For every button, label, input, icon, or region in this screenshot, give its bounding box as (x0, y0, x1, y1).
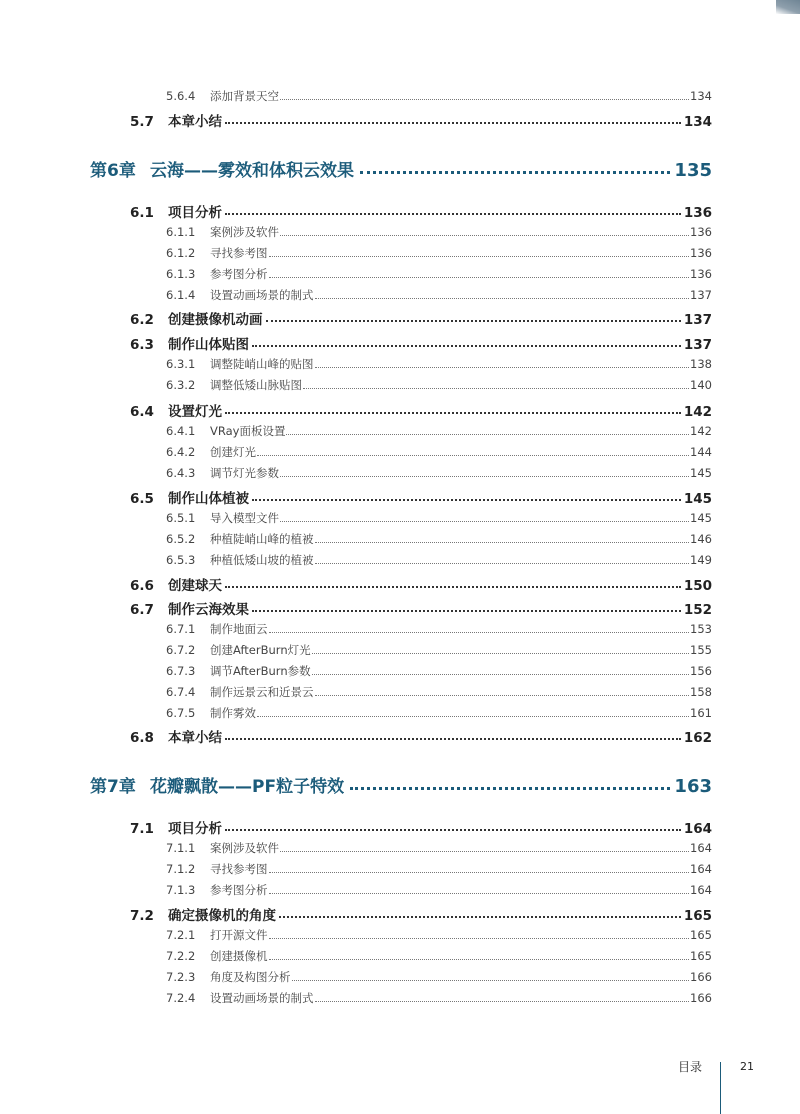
toc-entry-title: 导入模型文件 (210, 511, 279, 525)
toc-entry-number: 6.3 (130, 337, 154, 353)
toc-entry-number: 6.5 (130, 491, 154, 507)
toc-entry-page: 165 (683, 908, 712, 924)
dot-leader (315, 695, 690, 696)
toc-entry-number: 6.2 (130, 312, 154, 328)
dot-leader (315, 542, 690, 543)
dot-leader (225, 586, 681, 588)
toc-entry-number: 6.7 (130, 602, 154, 618)
dot-leader (252, 345, 681, 347)
toc-entry-title: 创建摄像机动画 (168, 312, 263, 328)
toc-entry-title: 参考图分析 (210, 267, 268, 281)
footer-section-label: 目录 (678, 1060, 703, 1074)
dot-leader (292, 980, 690, 981)
toc-entry-title: 案例涉及软件 (210, 841, 279, 855)
toc-entry-number: 6.1.2 (166, 246, 196, 260)
toc-entry-number: 6.3.1 (166, 357, 196, 371)
toc-entry-page: 165 (690, 928, 712, 942)
toc-subsection-row[interactable] (166, 663, 712, 679)
toc-entry-page: 138 (690, 357, 712, 371)
toc-entry-title: 花瓣飘散——PF粒子特效 (150, 777, 345, 797)
toc-entry-page: 136 (690, 246, 712, 260)
toc-section-row[interactable] (130, 574, 712, 594)
toc-entry-page: 134 (690, 89, 712, 103)
toc-entry-title: 确定摄像机的角度 (168, 908, 276, 924)
dot-leader (350, 787, 670, 790)
dot-leader (269, 938, 690, 939)
toc-subsection-row[interactable] (166, 224, 712, 240)
toc-entry-page: 164 (690, 841, 712, 855)
toc-section-row[interactable] (130, 817, 712, 837)
toc-section-row[interactable] (130, 110, 712, 130)
toc-entry-page: 146 (690, 532, 712, 546)
toc-subsection-row[interactable] (166, 88, 712, 104)
toc-entry-number: 6.1.4 (166, 288, 196, 302)
toc-entry-title: 种植低矮山坡的植被 (210, 553, 314, 567)
toc-entry-title: VRay面板设置 (210, 424, 286, 438)
toc-entry-number: 6.3.2 (166, 378, 196, 392)
toc-entry-number: 6.7.1 (166, 622, 196, 636)
toc-entry-number: 6.4.3 (166, 466, 196, 480)
dot-leader (252, 499, 681, 501)
toc-entry-page: 149 (690, 553, 712, 567)
footer-page-number: 21 (740, 1060, 754, 1073)
dot-leader (315, 1001, 690, 1002)
toc-subsection-row[interactable] (166, 684, 712, 700)
toc-entry-number: 7.1 (130, 821, 154, 837)
toc-entry-page: 158 (690, 685, 712, 699)
toc-entry-number: 5.6.4 (166, 89, 196, 103)
toc-subsection-row[interactable] (166, 705, 712, 721)
dot-leader (269, 277, 690, 278)
toc-subsection-row[interactable] (166, 245, 712, 261)
dot-leader (279, 916, 681, 918)
toc-entry-number: 7.1.3 (166, 883, 196, 897)
dot-leader (280, 99, 689, 100)
toc-subsection-row[interactable] (166, 552, 712, 568)
dot-leader (252, 610, 681, 612)
toc-subsection-row[interactable] (166, 356, 712, 372)
toc-entry-page: 135 (674, 160, 712, 181)
dot-leader (303, 388, 689, 389)
toc-entry-title: 调整低矮山脉贴图 (210, 378, 302, 392)
toc-entry-title: 添加背景天空 (210, 89, 279, 103)
toc-entry-title: 创建摄像机 (210, 949, 268, 963)
toc-entry-page: 150 (683, 578, 712, 594)
dot-leader (269, 893, 690, 894)
toc-subsection-row[interactable] (166, 266, 712, 282)
toc-entry-page: 134 (683, 114, 712, 130)
toc-entry-page: 142 (690, 424, 712, 438)
toc-entry-number: 6.5.1 (166, 511, 196, 525)
toc-entry-page: 136 (690, 267, 712, 281)
toc-entry-page: 164 (690, 883, 712, 897)
toc-entry-page: 161 (690, 706, 712, 720)
toc-subsection-row[interactable] (166, 840, 712, 856)
toc-subsection-row[interactable] (166, 531, 712, 547)
toc-entry-page: 145 (690, 511, 712, 525)
dot-leader (257, 716, 689, 717)
toc-entry-title: 创建灯光 (210, 445, 256, 459)
dot-leader (280, 521, 689, 522)
toc-section-row[interactable] (130, 333, 712, 353)
toc-entry-number: 7.1.2 (166, 862, 196, 876)
toc-entry-number: 6.4.1 (166, 424, 196, 438)
toc-section-row[interactable] (130, 598, 712, 618)
dot-leader (315, 563, 690, 564)
toc-subsection-row[interactable] (166, 423, 712, 439)
toc-entry-page: 140 (690, 378, 712, 392)
dot-leader (269, 256, 690, 257)
toc-entry-number: 6.4 (130, 404, 154, 420)
toc-entry-number: 6.6 (130, 578, 154, 594)
toc-subsection-row[interactable] (166, 510, 712, 526)
toc-entry-title: 案例涉及软件 (210, 225, 279, 239)
toc-subsection-row[interactable] (166, 990, 712, 1006)
toc-entry-title: 创建AfterBurn灯光 (210, 643, 311, 657)
dot-leader (360, 171, 670, 174)
toc-section-row[interactable] (130, 904, 712, 924)
toc-section-row[interactable] (130, 308, 712, 328)
toc-section-row[interactable] (130, 487, 712, 507)
toc-entry-number: 6.1 (130, 205, 154, 221)
toc-entry-number: 7.2.4 (166, 991, 196, 1005)
toc-section-row[interactable] (130, 400, 712, 420)
toc-entry-page: 163 (674, 776, 712, 797)
toc-entry-title: 种植陡峭山峰的植被 (210, 532, 314, 546)
toc-entry-title: 角度及构图分析 (210, 970, 291, 984)
toc-entry-title: 调节灯光参数 (210, 466, 279, 480)
toc-entry-title: 项目分析 (168, 821, 222, 837)
toc-section-row[interactable] (130, 726, 712, 746)
toc-entry-number: 6.4.2 (166, 445, 196, 459)
toc-entry-page: 165 (690, 949, 712, 963)
toc-entry-page: 136 (683, 205, 712, 221)
footer-divider (720, 1062, 721, 1114)
toc-entry-title: 制作远景云和近景云 (210, 685, 314, 699)
toc-entry-number: 第6章 (90, 161, 136, 181)
toc-subsection-row[interactable] (166, 882, 712, 898)
toc-subsection-row[interactable] (166, 861, 712, 877)
toc-entry-title: 寻找参考图 (210, 862, 268, 876)
toc-entry-title: 寻找参考图 (210, 246, 268, 260)
dot-leader (225, 829, 681, 831)
dot-leader (269, 872, 690, 873)
toc-subsection-row[interactable] (166, 377, 712, 393)
toc-entry-page: 145 (683, 491, 712, 507)
dot-leader (225, 412, 681, 414)
toc-entry-page: 137 (690, 288, 712, 302)
toc-entry-number: 6.1.3 (166, 267, 196, 281)
corner-decoration (776, 0, 800, 14)
toc-entry-title: 制作地面云 (210, 622, 268, 636)
toc-entry-title: 制作云海效果 (168, 602, 249, 618)
toc-entry-page: 137 (683, 337, 712, 353)
toc-entry-number: 7.2.1 (166, 928, 196, 942)
toc-entry-title: 项目分析 (168, 205, 222, 221)
toc-entry-number: 7.2 (130, 908, 154, 924)
toc-subsection-row[interactable] (166, 287, 712, 303)
dot-leader (315, 367, 690, 368)
dot-leader (225, 738, 681, 740)
toc-entry-number: 第7章 (90, 777, 136, 797)
dot-leader (312, 674, 689, 675)
toc-entry-number: 6.5.3 (166, 553, 196, 567)
toc-entry-title: 设置动画场景的制式 (210, 991, 314, 1005)
dot-leader (269, 632, 690, 633)
toc-entry-number: 6.8 (130, 730, 154, 746)
toc-entry-title: 打开源文件 (210, 928, 268, 942)
toc-entry-page: 164 (690, 862, 712, 876)
dot-leader (266, 320, 681, 322)
toc-entry-title: 制作山体贴图 (168, 337, 249, 353)
toc-entry-number: 7.2.3 (166, 970, 196, 984)
dot-leader (312, 653, 689, 654)
toc-entry-number: 6.7.3 (166, 664, 196, 678)
dot-leader (257, 455, 689, 456)
toc-entry-number: 6.5.2 (166, 532, 196, 546)
toc-entry-page: 155 (690, 643, 712, 657)
toc-section-row[interactable] (130, 201, 712, 221)
dot-leader (280, 851, 689, 852)
toc-subsection-row[interactable] (166, 444, 712, 460)
toc-entry-number: 7.1.1 (166, 841, 196, 855)
toc-entry-page: 162 (683, 730, 712, 746)
toc-chapter-row[interactable] (90, 772, 712, 797)
toc-subsection-row[interactable] (166, 927, 712, 943)
toc-subsection-row[interactable] (166, 465, 712, 481)
toc-entry-title: 制作雾效 (210, 706, 256, 720)
dot-leader (280, 476, 689, 477)
toc-chapter-row[interactable] (90, 156, 712, 181)
dot-leader (225, 122, 681, 124)
toc-entry-title: 制作山体植被 (168, 491, 249, 507)
toc-entry-number: 6.7.5 (166, 706, 196, 720)
toc-entry-number: 6.7.4 (166, 685, 196, 699)
toc-entry-page: 142 (683, 404, 712, 420)
toc-entry-title: 设置动画场景的制式 (210, 288, 314, 302)
toc-entry-title: 云海——雾效和体积云效果 (150, 161, 354, 181)
toc-entry-number: 6.7.2 (166, 643, 196, 657)
toc-entry-number: 7.2.2 (166, 949, 196, 963)
toc-entry-page: 152 (683, 602, 712, 618)
toc-subsection-row[interactable] (166, 621, 712, 637)
toc-entry-page: 164 (683, 821, 712, 837)
toc-entry-page: 145 (690, 466, 712, 480)
toc-entry-page: 136 (690, 225, 712, 239)
toc-entry-page: 166 (690, 970, 712, 984)
toc-entry-title: 参考图分析 (210, 883, 268, 897)
dot-leader (280, 235, 689, 236)
dot-leader (286, 434, 689, 435)
dot-leader (225, 213, 681, 215)
toc-subsection-row[interactable] (166, 969, 712, 985)
dot-leader (315, 298, 690, 299)
toc-entry-title: 创建球天 (168, 578, 222, 594)
toc-entry-title: 本章小结 (168, 730, 222, 746)
toc-entry-number: 6.1.1 (166, 225, 196, 239)
toc-entry-title: 设置灯光 (168, 404, 222, 420)
dot-leader (269, 959, 690, 960)
toc-entry-page: 166 (690, 991, 712, 1005)
toc-entry-number: 5.7 (130, 114, 154, 130)
toc-subsection-row[interactable] (166, 948, 712, 964)
toc-entry-page: 144 (690, 445, 712, 459)
toc-entry-page: 137 (683, 312, 712, 328)
toc-entry-page: 153 (690, 622, 712, 636)
toc-entry-page: 156 (690, 664, 712, 678)
toc-subsection-row[interactable] (166, 642, 712, 658)
toc-entry-title: 调整陡峭山峰的贴图 (210, 357, 314, 371)
toc-entry-title: 调节AfterBurn参数 (210, 664, 311, 678)
toc-entry-title: 本章小结 (168, 114, 222, 130)
